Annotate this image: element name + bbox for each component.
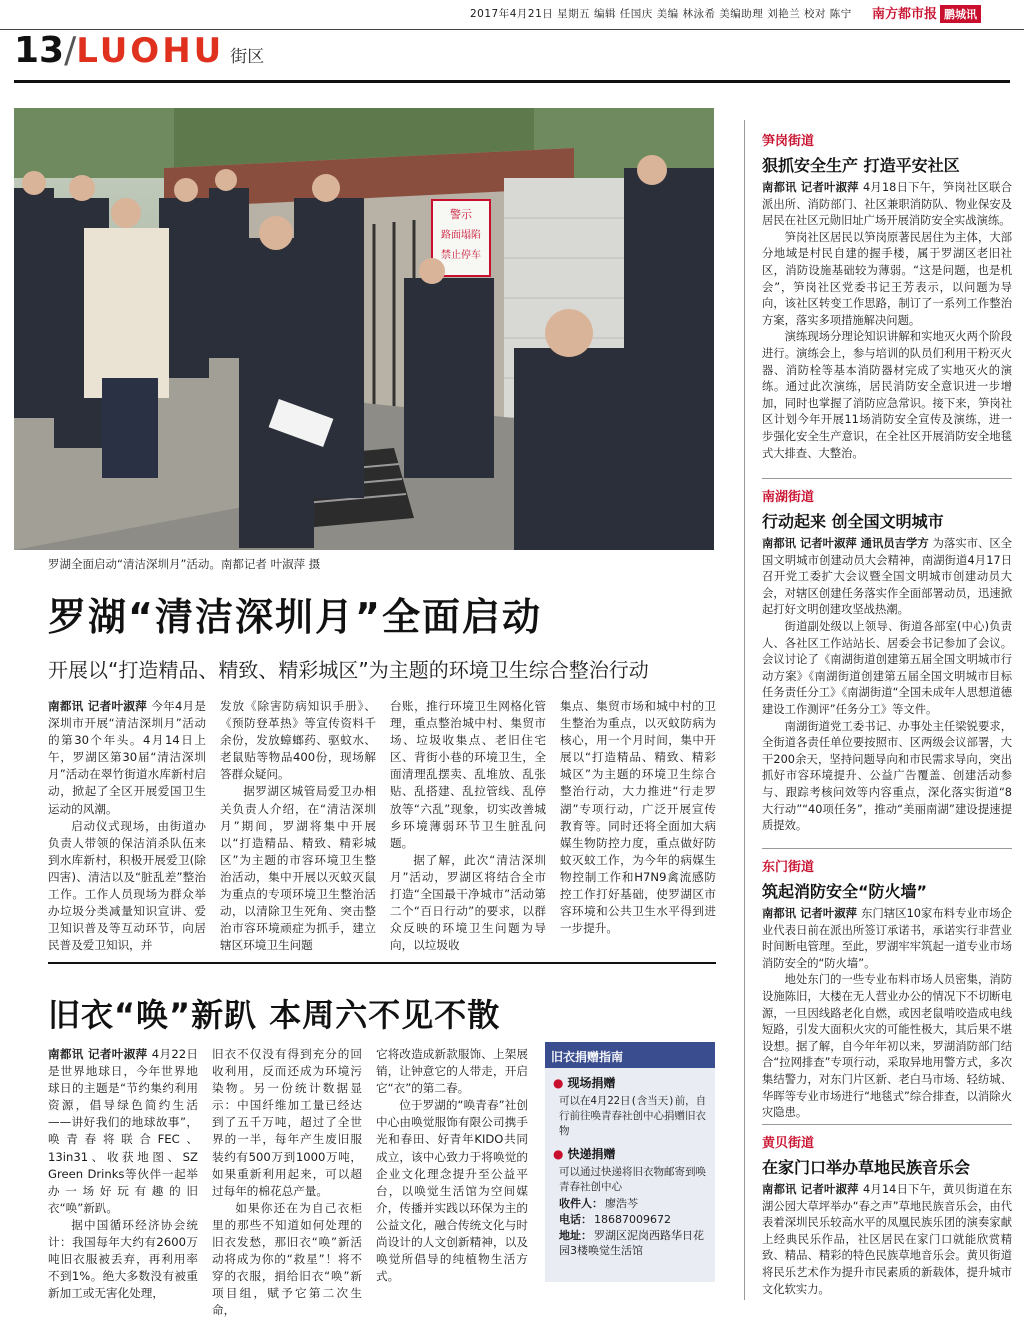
brief-title: 筑起消防安全“防火墙” — [762, 882, 928, 901]
page-number: 13 — [14, 30, 65, 71]
sign-line2: 路面塌陷 — [441, 230, 481, 241]
guide-address — [559, 1228, 707, 1258]
paragraph: 它将改造成新款服饰、上架展销，让钟意它的人带走，开启它“衣”的第二春。 — [376, 1047, 528, 1096]
second-column-3 — [376, 1046, 528, 1296]
section-name: LUOHU — [76, 31, 225, 71]
brief-district-tag: 南湖街道 — [762, 490, 815, 505]
photo-illustration — [14, 108, 714, 550]
guide-title: 旧衣捐赠指南 — [545, 1045, 715, 1068]
brand-tag: 鹏城讯 — [940, 5, 981, 23]
guide-onsite-text: 可以在4月22日(含当天)前，自行前往唤青春社创中心捐赠旧衣物 — [559, 1095, 707, 1137]
brief-dongmen — [762, 856, 1012, 1120]
page-header-bar — [0, 0, 1024, 30]
section-cn: 街区 — [230, 47, 265, 67]
second-column-1 — [48, 1046, 198, 1301]
paragraph: 南都讯 记者叶淑萍 4月14日下午，黄贝街道在东湖公园大草坪举办“春之声”草地民族音乐会，由代表着深圳民乐较高水平的凤凰民族乐团的演奏家献上经典民乐作品，社区居民在家门口就能欣赏精致、精品、精彩的特色民族草地音乐会。黄贝街道将民乐艺术作为提升市民素质的新载体，提升城市文化软实力。 — [762, 1183, 1012, 1296]
paragraph: 启动仪式现场，由街道办负责人带领的保洁消杀队伍来到水库新村，积极开展爱卫(除四害)、清洁以及“脏乱差”整治工作。工作人员现场为群众举办垃圾分类减量知识宣讲、爱卫知识普及等互动环节，向居民普及爱卫知识，并 — [48, 818, 206, 953]
second-headline: 旧衣“唤”新趴 本周六不见不散 — [48, 996, 501, 1034]
brief-title: 在家门口举办草地民族音乐会 — [762, 1158, 971, 1177]
paragraph: 据了解，此次“清洁深圳月”活动，罗湖区将结合全市打造“全国最干净城市”活动第二个“百日行动”的要求，以群众反映的环境卫生问题为导向，以垃圾收 — [390, 852, 546, 953]
phone-value: 18687009672 — [594, 1213, 671, 1226]
brief-body — [762, 180, 1012, 462]
newspaper-brand — [872, 3, 981, 23]
guide-phone — [559, 1212, 707, 1227]
lead-column-4 — [560, 698, 716, 946]
sign-line1: 警示 — [450, 208, 472, 221]
lead-column-3 — [390, 698, 546, 953]
paragraph: 发放《除害防病知识手册》、《预防登革热》等宣传资料千余份，发放蟑螂药、驱蚊水、老鼠贴等物品400份，现场解答群众疑问。 — [220, 699, 376, 782]
paragraph: 南都讯 记者叶淑萍 东门辖区10家布料专业市场企业代表日前在派出所签订承诺书，承诺实行非营业时间断电管理。至此，罗湖牢牢筑起一道专业市场消防安全的“防火墙”。 — [762, 907, 1012, 970]
brief-body — [762, 1182, 1012, 1298]
guide-express-title: 快递捐赠 — [567, 1147, 616, 1161]
address-label: 地址： — [559, 1229, 592, 1242]
story-separator — [48, 962, 716, 964]
lead-photo — [14, 108, 714, 550]
byline: 南都讯 记者叶淑萍 — [762, 181, 863, 194]
brief-rule — [762, 848, 1012, 849]
paragraph: 地处东门的一些专业布料市场人员密集，消防设施陈旧，大楼在无人营业办公的情况下不切断电源，一旦因线路老化自燃，或因老鼠啃咬造成电线短路，引发大面积火灾的可能性极大，其后果不堪设想。据了解，自今年年初以来，罗湖消防部门结合“拉网排查”专项行动，采取异地用警方式，多次集结警力，对东门片区新、老白马市场、轻纺城、华晖等专业市场进行“地毯式”综合排查，以消除火灾隐患。 — [762, 973, 1012, 1120]
byline: 南都讯 记者叶淑萍 通讯员吉学方 — [762, 537, 933, 550]
donation-guide-box — [545, 1042, 715, 1282]
paragraph: 街道副处级以上领导、街道各部室(中心)负责人、各社区工作站站长、居委会书记参加了会议。会议讨论了《南湖街道创建第五届全国文明城市行动方案》《南湖街道创建第五届全国文明城市目标任务责任分工》《南湖街道“全国未成年人思想道德建设工作测评”任务分工》等文件。 — [762, 619, 1012, 716]
paragraph: 据中国循环经济协会统计：我国每年大约有2600万吨旧衣服被丢弃，再利用率不到1%。绝大多数没有被重新加工或无害化处理， — [48, 1217, 198, 1301]
paragraph: 笋岗社区居民以笋岗原著民居住为主体，大部分地域是村民自建的握手楼，属于罗湖区老旧社区，消防设施基础较为薄弱。“这是问题，也是机会”，笋岗社区党委书记王芳表示，以问题为导向，该社区转变工作思路，制订了一系列工作整治方案，落实多项措施解决问题。 — [762, 230, 1012, 327]
byline: 南都讯 记者叶淑萍 — [762, 1183, 863, 1196]
brief-body — [762, 536, 1012, 835]
paragraph: 旧衣不仅没有得到充分的回收利用，反而还成为环境污染物。另一份统计数据显示：中国纤维加工量已经达到了五千万吨，超过了全世界的一半，每年产生废旧服装约有500万到1000万吨，如果重新利用起来，可以超过每年的棉花总产量。 — [212, 1047, 362, 1198]
brief-rule — [762, 478, 1012, 479]
brand-name: 南方都市报 — [872, 7, 938, 22]
guide-receiver — [559, 1196, 707, 1211]
receiver-value: 廖浩芩 — [605, 1197, 638, 1210]
brief-district-tag: 黄贝街道 — [762, 1136, 815, 1151]
guide-onsite-title: 现场捐赠 — [567, 1076, 616, 1090]
brief-district-tag: 笋岗街道 — [762, 134, 815, 149]
guide-onsite-heading — [553, 1074, 707, 1091]
address-value: 罗湖区泥岗西路华日花园3楼唤觉生活馆 — [559, 1229, 704, 1257]
guide-express-heading — [553, 1145, 707, 1162]
paragraph: 南都讯 记者叶淑萍 通讯员吉学方 为落实市、区全国文明城市创建动员大会精神，南湖街道4月17日召开党工委扩大会议暨全国文明城市创建动员大会，对辖区创建任务落实作全面部署动员，迅速掀起打好文明创建攻坚战热潮。 — [762, 537, 1012, 617]
issue-meta: 2017年4月21日 星期五 编辑 任国庆 美编 林泳希 美编助理 刘艳兰 校对 陈宁 — [470, 8, 852, 20]
lead-column-1 — [48, 698, 206, 953]
bullet-icon: ● — [553, 1147, 564, 1161]
brief-body — [762, 906, 1012, 1122]
paragraph: 位于罗湖的“唤青春”社创中心由唤觉服饰有限公司携手光和春田、好青年KIDO共同成立，该中心致力于将唤觉的企业文化理念提升至公益平台，以唤觉生活馆为空间媒介，传播并实践以环保为主的公益文化，融合传统文化与时尚设计的人文创新精神，以及唤觉所倡导的纯植物生活方式。 — [376, 1098, 528, 1284]
paragraph: 南都讯 记者叶淑萍 4月22日是世界地球日，今年世界地球日的主题是“节约集约利用资源，倡导绿色简约生活——讲好我们的地球故事”，唤青春将联合FEC、13in31、收获地图、SZ Green Drinks等伙伴一起举办一场好玩有趣的旧衣“唤”新趴。 — [48, 1047, 198, 1215]
lead-column-2 — [220, 698, 376, 953]
brief-title: 行动起来 创全国文明城市 — [762, 512, 944, 531]
photo-caption: 罗湖全面启动“清洁深圳月”活动。南都记者 叶淑萍 摄 — [48, 557, 321, 571]
lead-subhead: 开展以“打造精品、精致、精彩城区”为主题的环境卫生综合整治行动 — [48, 658, 649, 682]
brief-nanhu — [762, 486, 1012, 840]
paragraph: 南湖街道党工委书记、办事处主任梁锐要求，全街道各责任单位要按照市、区两级会议部署，大干200余天，坚持问题导向和市民需求导向，突出抓好市容环境提升、公益广告覆盖、创建活动参与、跟踪考核问效等内容重点，深化落实街道“8大行动”“40项任务”，推动“美丽南湖”建设提速提质提效。 — [762, 719, 1012, 833]
byline: 南都讯 记者叶淑萍 — [762, 907, 862, 920]
byline: 南都讯 记者叶淑萍 — [48, 699, 152, 713]
paragraph: 如果你还在为自己衣柜里的那些不知道如何处理的旧衣发愁，那旧衣“唤”新活动将成为你的“救星”！将不穿的衣服，捐给旧衣“唤”新项目组，赋予它第二次生命， — [212, 1200, 362, 1318]
guide-express-text: 可以通过快递将旧衣物邮寄到唤青春社创中心 — [559, 1166, 706, 1193]
brief-huangbei — [762, 1132, 1012, 1302]
brief-title: 狠抓安全生产 打造平安社区 — [762, 156, 960, 175]
column-divider — [744, 120, 745, 1300]
brief-district-tag: 东门街道 — [762, 860, 815, 875]
bullet-icon: ● — [553, 1076, 564, 1090]
second-column-2 — [212, 1046, 362, 1318]
paragraph: 南都讯 记者叶淑萍 4月18日下午，笋岗社区联合派出所、消防部门、社区兼职消防队、物业保安及居民在社区元勋旧址广场开展消防安全实战演练。 — [762, 181, 1012, 228]
header-rule — [14, 80, 1010, 83]
slash-divider: / — [64, 30, 77, 71]
section-header — [14, 30, 414, 78]
paragraph: 演练现场分理论知识讲解和实地灭火两个阶段进行。演练会上，参与培训的队员们利用干粉灭火器、消防栓等基本消防器材完成了实地灭火的演练。通过此次演练，居民消防安全意识进一步增加，同时也掌握了消防应急常识。接下来，笋岗社区计划今年开展11场消防安全宣传及演练，进一步强化安全生产意识，在全社区开展消防安全地毯式大排查、大整治。 — [762, 330, 1012, 460]
paragraph: 据罗湖区城管局爱卫办相关负责人介绍，在“清洁深圳月”期间，罗湖将集中开展以“打造精品、精致、精彩城区”为主题的市容环境卫生整治活动，集中开展以灭蚊灭鼠为重点的专项环境卫生整治活动，以清除卫生死角、突击整治市容环境顽症为抓手，建立辖区环境卫生问题 — [220, 784, 376, 953]
lead-headline: 罗湖“清洁深圳月”全面启动 — [48, 595, 542, 639]
paragraph: 南都讯 记者叶淑萍 今年4月是深圳市开展“清洁深圳月”活动的第30个年头。4月14日上午，罗湖区第30届“清洁深圳月”活动在翠竹街道水库新村启动，掀起了全区开展爱国卫生运动的风潮。 — [48, 699, 206, 816]
paragraph: 台账，推行环境卫生网格化管理，重点整治城中村、集贸市场、垃圾收集点、老旧住宅区、背街小巷的环境卫生，全面清理乱摆卖、乱堆放、乱张贴、乱搭建、乱拉管线、乱停放等“六乱”现象，切实改善城乡环境薄弱环节卫生脏乱问题。 — [390, 699, 546, 850]
byline: 南都讯 记者叶淑萍 — [48, 1047, 152, 1061]
phone-label: 电话： — [559, 1213, 592, 1226]
brief-sungang — [762, 130, 1012, 470]
receiver-label: 收件人： — [559, 1197, 603, 1210]
sign-line3: 禁止停车 — [441, 250, 481, 261]
brief-rule — [762, 1124, 1012, 1125]
paragraph: 集点、集贸市场和城中村的卫生整治为重点，以灭蚊防病为核心，用一个月时间，集中开展以“打造精品、精致、精彩城区”为主题的环境卫生综合整治行动，大力推进“行走罗湖”专项行动，广泛开展宣传教育等。同时还将全面加大病媒生物防控力度，重点做好防蚊灭蚊工作，为今年的病媒生物控制工作和H7N9禽流感防控工作打好基础，使罗湖区市容环境和公共卫生水平得到进一步提升。 — [560, 699, 716, 936]
